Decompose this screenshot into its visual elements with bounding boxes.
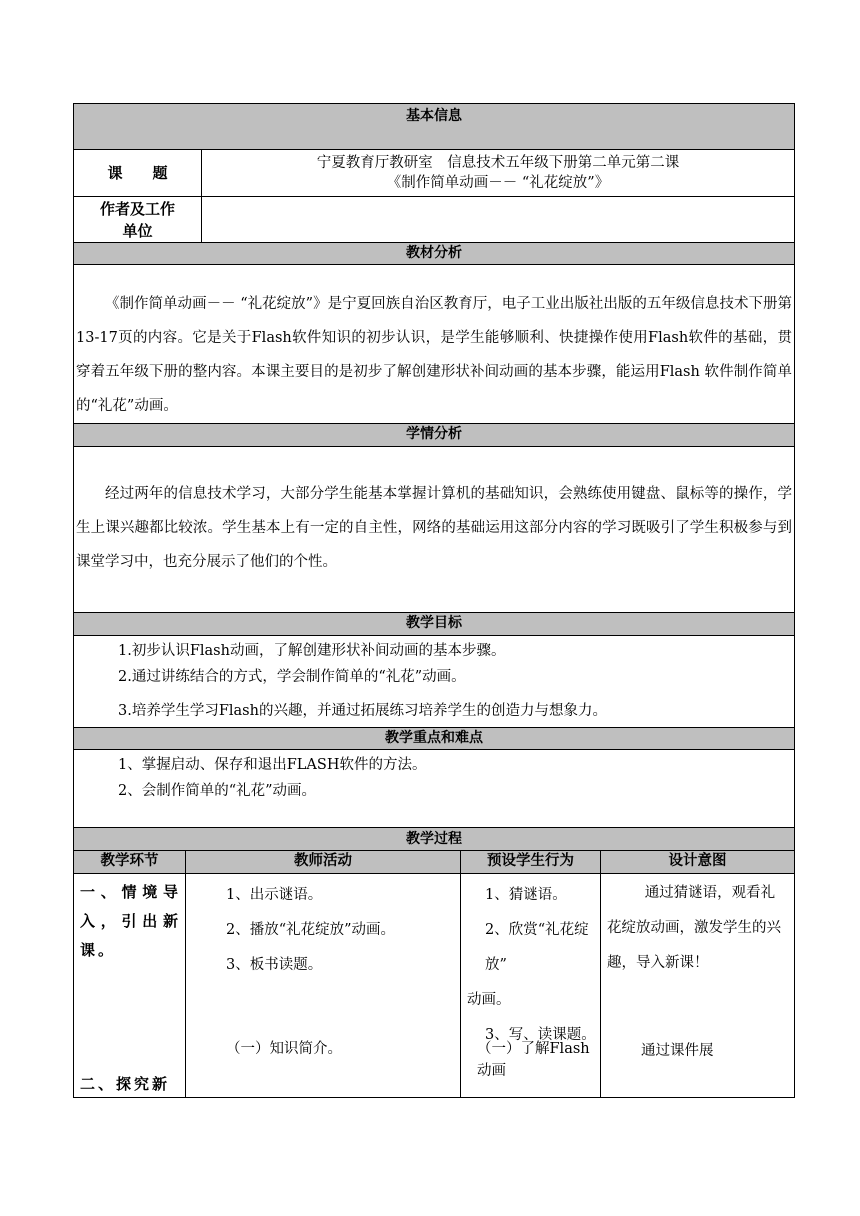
topic-line-1: 宁夏教育厅教研室 信息技术五年级下册第二单元第二课 bbox=[316, 155, 680, 171]
learners-heading: 学情分析 bbox=[406, 426, 462, 442]
intent-1: 通过猜谜语，观看礼花绽放动画，激发学生的兴趣，导入新课！ bbox=[607, 885, 781, 971]
topic-line-2: 《制作简单动画－－ “礼花绽放”》 bbox=[386, 175, 610, 191]
goal-item-3: 3.培养学生学习Flash的兴趣，并通过拓展练习培养学生的创造力与想象力。 bbox=[118, 703, 607, 719]
process-teacher-cell bbox=[186, 874, 461, 1098]
learners-body bbox=[74, 447, 795, 613]
lesson-plan-table bbox=[73, 103, 794, 1098]
goals-heading: 教学目标 bbox=[406, 615, 462, 631]
process-col-student: 预设学生行为 bbox=[461, 851, 601, 874]
goal-item-2: 2.通过讲练结合的方式，学会制作简单的“礼花”动画。 bbox=[118, 669, 466, 685]
section-learners bbox=[74, 424, 795, 447]
topic-label: 课 题 bbox=[74, 150, 202, 197]
stage-2-label: 二、探究新 bbox=[80, 1074, 171, 1093]
key-point-item-2: 2、会制作简单的“礼花”动画。 bbox=[118, 783, 317, 799]
learners-text: 经过两年的信息技术学习，大部分学生能基本掌握计算机的基础知识，会熟练使用键盘、鼠标等的操作，学生上课兴趣都比较浓。学生基本上有一定的自主性，网络的基础运用这部分内容的学习既吸引了学生积极参与到课堂学习中，也充分展示了他们的个性。 bbox=[76, 486, 792, 570]
intent-2: 通过课件展 bbox=[641, 1043, 714, 1059]
section-goals bbox=[74, 613, 795, 636]
section-process bbox=[74, 828, 795, 851]
material-text: 《制作简单动画－－ “礼花绽放”》是宁夏回族自治区教育厅，电子工业出版社出版的五年级信息技术下册第13-17页的内容。它是关于Flash软件知识的初步认识，是学生能够顺利、快捷操作使用Flash软件的基础，贯穿着五年级下册的整内容。本课主要目的是初步了解创建形状补间动画的基本步骤，能运用Flash 软件制作简单的“礼花”动画。 bbox=[76, 296, 792, 414]
student-step-2: 2、欣赏“礼花绽放” bbox=[485, 922, 589, 973]
process-stage-cell bbox=[74, 874, 186, 1098]
author-value bbox=[202, 197, 795, 243]
basic-info-heading: 基本信息 bbox=[406, 108, 462, 124]
author-label-line-1: 作者及工作 bbox=[99, 199, 175, 218]
process-student-cell bbox=[461, 874, 601, 1098]
teacher-step-1: 1、出示谜语。 bbox=[226, 887, 323, 903]
author-label-line-2: 单位 bbox=[122, 221, 153, 240]
author-label bbox=[74, 197, 202, 243]
process-col-intent: 设计意图 bbox=[601, 851, 795, 874]
key-point-item-1: 1、掌握启动、保存和退出FLASH软件的方法。 bbox=[118, 757, 427, 773]
process-heading: 教学过程 bbox=[406, 830, 462, 847]
teacher-step-3: 3、板书读题。 bbox=[226, 957, 323, 973]
teacher-step-2: 2、播放“礼花绽放”动画。 bbox=[226, 922, 396, 938]
process-col-teacher: 教师活动 bbox=[186, 851, 461, 874]
key-points-heading: 教学重点和难点 bbox=[385, 730, 483, 746]
student-step-1: 1、猜谜语。 bbox=[485, 887, 567, 903]
material-heading: 教材分析 bbox=[406, 245, 462, 261]
section-basic-info bbox=[74, 104, 795, 150]
student-step-3: 3、写、读课题。 bbox=[485, 1027, 596, 1043]
student-step-2-cont: 动画。 bbox=[467, 992, 511, 1008]
topic-value bbox=[202, 150, 795, 197]
section-key-points bbox=[74, 728, 795, 750]
material-body bbox=[74, 265, 795, 424]
key-points-body bbox=[74, 750, 795, 828]
student-step-4: （一）了解Flash动画 bbox=[477, 1041, 590, 1079]
section-material bbox=[74, 243, 795, 265]
goal-item-1: 1.初步认识Flash动画，了解创建形状补间动画的基本步骤。 bbox=[118, 643, 506, 659]
process-intent-cell bbox=[601, 874, 795, 1098]
stage-1-label: 一、情境导入，引出新课。 bbox=[80, 883, 181, 959]
teacher-step-4: （一）知识简介。 bbox=[226, 1041, 342, 1057]
process-col-stage: 教学环节 bbox=[74, 851, 186, 874]
goals-body bbox=[74, 636, 795, 728]
